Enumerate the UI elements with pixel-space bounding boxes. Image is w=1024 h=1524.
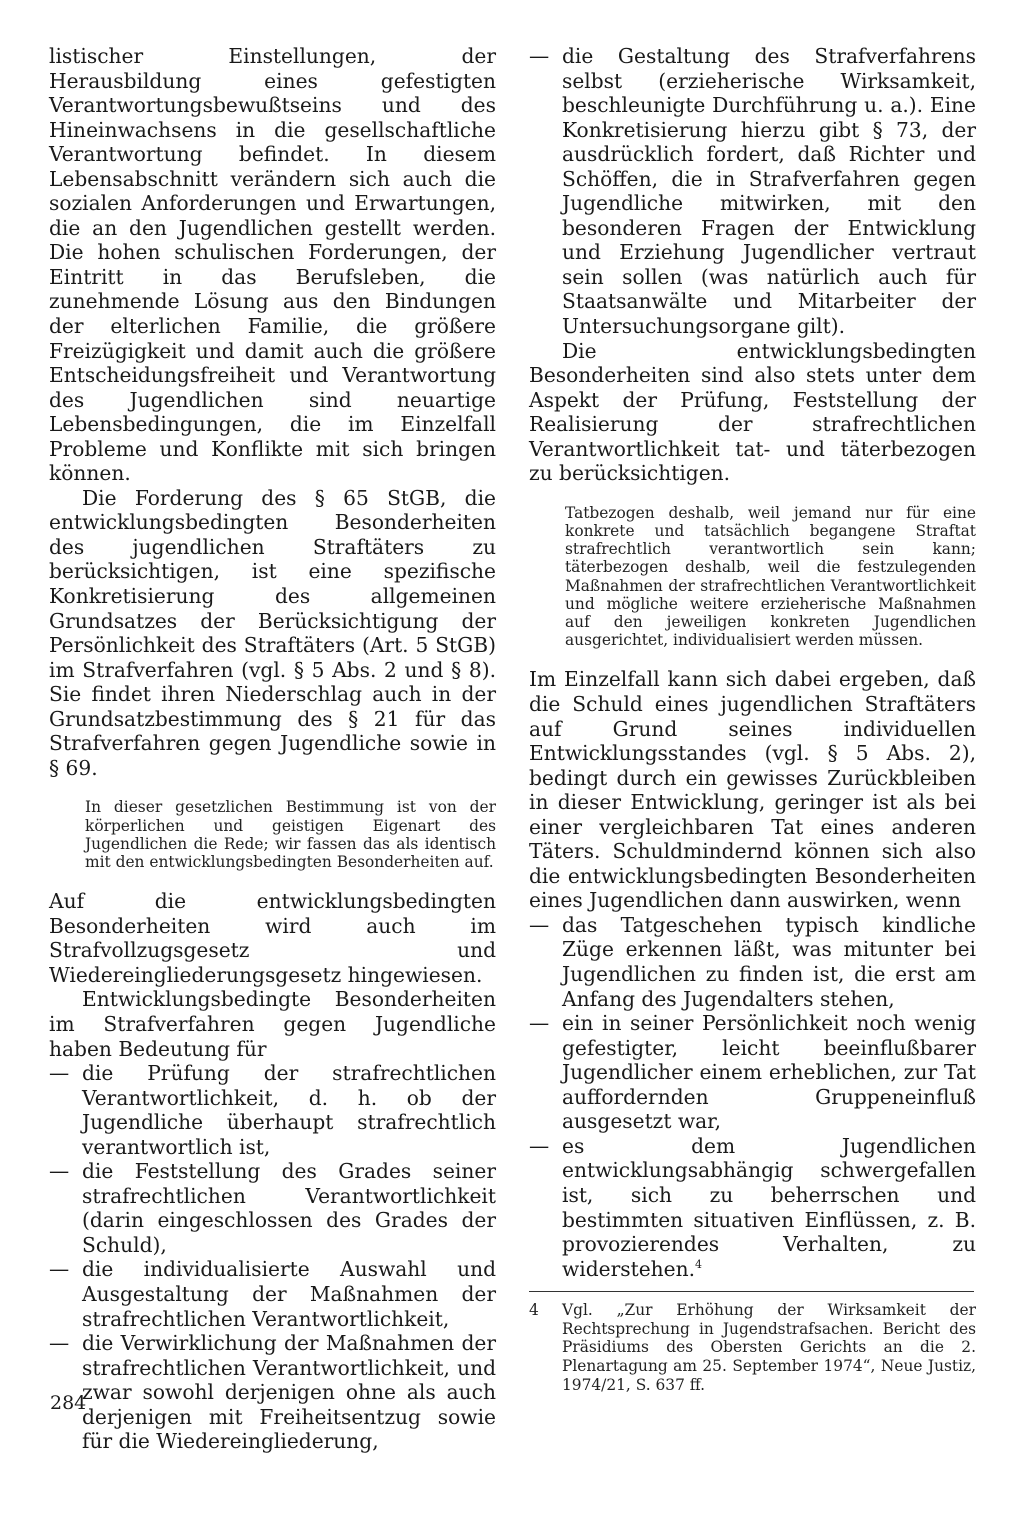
dash-list	[529, 913, 976, 1281]
paragraph: Im Einzelfall kann sich dabei ergeben, daß die Schuld eines jugendlichen Straftäters auf Grund seines individuellen Entwicklungsstandes (vgl. § 5 Abs. 2), bedingt durch ein gewisses Zurückbleiben in dieser Entwicklung, geringer ist als bei einer vergleichbaren Tat eines anderen Täters. Schuldmindernd können sich also die entwicklungsbedingten Besonderheiten eines Jugendlichen dann auswirken, wenn	[529, 667, 976, 913]
page-number: 284	[50, 1392, 87, 1414]
footnote-number: 4	[529, 1301, 539, 1320]
paragraph: Entwicklungsbedingte Besonderheiten im Strafverfahren gegen Jugendliche haben Bedeutung für	[49, 987, 496, 1061]
small-print-note: In dieser gesetzlichen Bestimmung ist von der körperlichen und geistigen Eigenart des Jugendlichen die Rede; wir fassen das als identisch mit den entwicklungsbedingten Besonderheiten auf.	[85, 798, 496, 872]
dash-list	[529, 44, 976, 339]
list-item: — die individualisierte Auswahl und Ausgestaltung der Maßnahmen der strafrechtlichen Verantwortlichkeit,	[49, 1257, 496, 1331]
paragraph: Die entwicklungsbedingten Besonderheiten sind also stets unter dem Aspekt der Prüfung, Feststellung der Realisierung der strafrechtlichen Verantwortlichkeit tat- und täterbezogen zu berücksichtigen.	[529, 338, 976, 486]
footnote	[529, 1301, 976, 1394]
footnote-marker: 4	[695, 1257, 703, 1271]
footnote-divider	[529, 1291, 974, 1292]
list-item-text: es dem Jugendlichen entwicklungsabhängig schwergefallen ist, sich zu beherrschen und bestimmten situativen Einflüssen, z. B. provozierendes Verhalten, zu widerstehen.	[562, 1133, 976, 1281]
right-column	[529, 44, 976, 1394]
paragraph: listischer Einstellungen, der Herausbildung eines gefestigten Verantwortungsbewußtseins und des Hineinwachsens in die gesellschaftliche Verantwortung befindet. In diesem Lebensabschnitt verändern sich auch die sozialen Anforderungen und Erwartungen, die an den Jugendlichen gestellt werden. Die hohen schulischen Forderungen, der Eintritt in das Berufsleben, die zunehmende Lösung aus den Bindungen der elterlichen Familie, die größere Freizügigkeit und damit auch die größere Entscheidungsfreiheit und Verantwortung des Jugendlichen sind neuartige Lebensbedingungen, die im Einzelfall Probleme und Konflikte mit sich bringen können.	[49, 44, 496, 486]
dash-list	[49, 1061, 496, 1454]
left-column	[49, 44, 496, 1454]
list-item: — die Prüfung der strafrechtlichen Verantwortlichkeit, d. h. ob der Jugendliche überhaupt strafrechtlich verantwortlich ist,	[49, 1061, 496, 1159]
list-item: — die Verwirklichung der Maßnahmen der strafrechtlichen Verantwortlichkeit, und zwar sowohl derjenigen ohne als auch derjenigen mit Freiheitsentzug sowie für die Wiedereingliederung,	[49, 1331, 496, 1454]
paragraph: Die Forderung des § 65 StGB, die entwicklungsbedingten Besonderheiten des jugendlichen Straftäters zu berücksichtigen, ist eine spezifische Konkretisierung des allgemeinen Grundsatzes der Berücksichtigung der Persönlichkeit des Straftäters (Art. 5 StGB) im Strafverfahren (vgl. § 5 Abs. 2 und § 8). Sie findet ihren Niederschlag auch in der Grundsatzbestimmung des § 21 für das Strafverfahren gegen Jugendliche sowie in § 69.	[49, 485, 496, 780]
list-item: — ein in seiner Persönlichkeit noch wenig gefestigter, leicht beeinflußbarer Jugendlicher einem erheblichen, zur Tat auffordernden Gruppeneinfluß ausgesetzt war,	[529, 1011, 976, 1134]
list-item	[529, 1134, 976, 1281]
list-item: — die Feststellung des Grades seiner strafrechtlichen Verantwortlichkeit (darin eingeschlossen des Grades der Schuld),	[49, 1159, 496, 1257]
small-print-note: Tatbezogen deshalb, weil jemand nur für eine konkrete und tatsächlich begangene Straftat strafrechtlich verantwortlich sein kann; täterbezogen deshalb, weil die festzulegenden Maßnahmen der strafrechtlichen Verantwortlichkeit und mögliche weitere erzieherische Maßnahmen auf den jeweiligen konkreten Jugendlichen ausgerichtet, individualisiert werden müssen.	[565, 503, 976, 650]
footnote-text: Vgl. „Zur Erhöhung der Wirksamkeit der Rechtsprechung in Jugendstrafsachen. Bericht des Präsidiums des Obersten Gerichts an die 2. Plenartagung am 25. September 1974“, Neue Justiz, 1974/21, S. 637 ff.	[562, 1301, 976, 1394]
list-item: — die Gestaltung des Strafverfahrens selbst (erzieherische Wirksamkeit, beschleunigte Durchführung u. a.). Eine Konkretisierung hierzu gibt § 73, der ausdrücklich fordert, daß Richter und Schöffen, die in Strafverfahren gegen Jugendliche mitwirken, mit den besonderen Fragen der Entwicklung und Erziehung Jugendlicher vertraut sein sollen (was natürlich auch für Staatsanwälte und Mitarbeiter der Untersuchungsorgane gilt).	[529, 44, 976, 339]
list-item: — das Tatgeschehen typisch kindliche Züge erkennen läßt, was mitunter bei Jugendlichen zu finden ist, die erst am Anfang des Jugendalters stehen,	[529, 913, 976, 1011]
paragraph: Auf die entwicklungsbedingten Besonderheiten wird auch im Strafvollzugsgesetz und Wiedereingliederungsgesetz hingewiesen.	[49, 889, 496, 987]
